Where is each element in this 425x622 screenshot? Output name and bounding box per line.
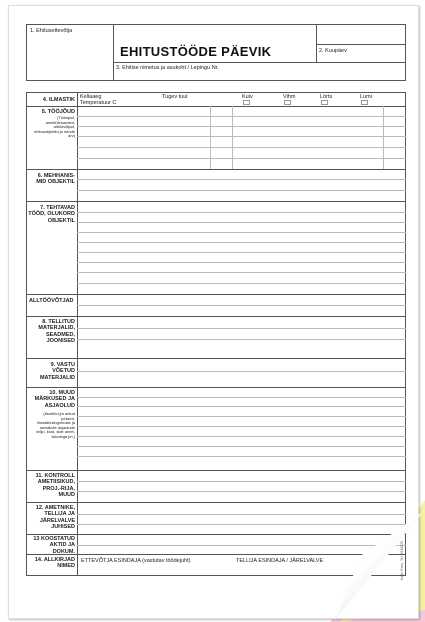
weather-snow: Lumi	[360, 94, 372, 100]
workers-title: 5. TÖÖJÕUD	[41, 109, 75, 115]
weather-sleet: Lörts	[320, 94, 333, 100]
contractor-label: 1. Ehitusettevõtja	[30, 28, 73, 34]
received-title: 9. VASTU VÕETUD MATERJALID	[39, 362, 75, 381]
weather-strong-wind: Tugev tuul	[162, 94, 188, 100]
temperature-label: Temperatuur C	[80, 100, 117, 106]
checkbox-rain[interactable]	[284, 100, 291, 105]
acts-title: 13 KOOSTATUD AKTID JA DOKUM.	[33, 536, 75, 555]
officials-title: 12. AMETNIKE, TELLIJA JA JÄRELVALVE JUHISED	[35, 505, 75, 530]
time-label: Kellaaeg	[80, 94, 102, 100]
machinery-title: 6. MEHHANIS-MID OBJEKTIL	[36, 173, 75, 186]
works-title: 7. TEHTAVAD TÖÖD, OLUKORD OBJEKTIL	[28, 205, 75, 224]
workers-subtitle: (Töötajad, ametiülesanded, alltöövõtjad, ehitusobjektid ja nende arv)	[34, 115, 75, 139]
checkbox-sleet[interactable]	[321, 100, 328, 105]
weather-label: 4. ILMASTIK	[42, 97, 75, 103]
contractor-signature-label: ETTEVÕTJA ESINDAJA (vastutav töödejuht)	[81, 558, 191, 564]
page-title: EHITUSTÖÖDE PÄEVIK	[120, 44, 272, 59]
signatures-title: 14. ALLKIRJAD NIMED	[34, 557, 75, 570]
date-label: 2. Kuupäev	[319, 48, 347, 54]
site-label: 3. Ehitise nimetus ja asukoht / Lepingu Nr.	[116, 65, 219, 71]
subcontractors-title: ALLTÖÖVÕTJAD	[29, 298, 74, 304]
client-signature-label: TELLIJA ESINDAJA / JÄRELVALVE	[236, 558, 324, 564]
controls-title: 11. KONTROLL AMETIISIKUD, PROJ.-RIJA, MUUD	[35, 473, 75, 498]
notes-title: 10. MUUD MÄRKUSED JA ASJAOLUD	[34, 390, 75, 409]
checkbox-snow[interactable]	[361, 100, 368, 105]
notes-subtitle: (lisatööd jm antud juhised, ilmastikutingimuste ja seisakute asjaolude mõju, kiud, side amet-isikutega jm.)	[35, 411, 75, 439]
checkbox-dry[interactable]	[243, 100, 250, 105]
materials-title: 8. TELLITUD MATERJALID, SEADMED, JOONISED	[38, 319, 75, 344]
main-grid	[26, 92, 406, 576]
weather-rain: Vihm	[283, 94, 296, 100]
side-print-text: Kadri Pank, Tel: 6546520	[400, 540, 404, 580]
weather-dry: Kuiv	[242, 94, 253, 100]
